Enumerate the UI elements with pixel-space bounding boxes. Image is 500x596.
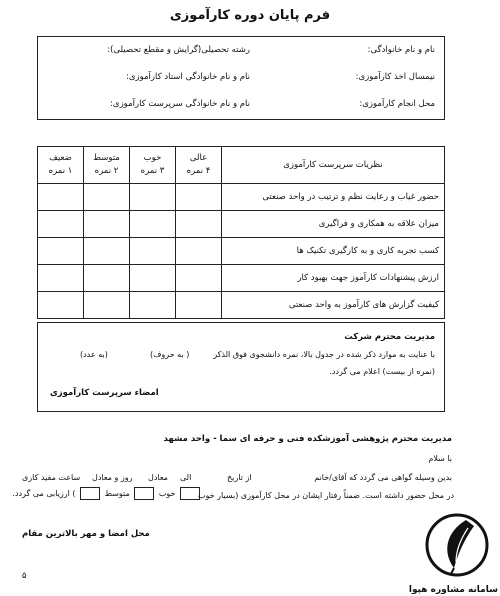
place-label: محل انجام کارآموزی:: [359, 99, 435, 109]
letter-body-1a: بدین وسیله گواهی می گردد که آقای/خانم: [314, 473, 452, 482]
column-excellent: [176, 147, 222, 184]
letter-body-1e: روز و معادل: [92, 473, 133, 482]
score-cell[interactable]: [84, 211, 130, 238]
score-cell[interactable]: [176, 265, 222, 292]
score-cell[interactable]: [38, 238, 84, 265]
letter-body-2-end: ) ارزیابی می گردد.: [12, 489, 76, 498]
option-good-label: خوب: [158, 489, 176, 498]
table-row: [38, 292, 445, 319]
score-cell[interactable]: [130, 184, 176, 211]
field-label: رشته تحصیلی(گرایش و مقطع تحصیلی):: [107, 45, 250, 55]
name-label: نام و نام خانوادگی:: [367, 45, 435, 55]
score-cell[interactable]: [130, 238, 176, 265]
company-line-2: (نمره از بیست) اعلام می گردد.: [329, 367, 435, 376]
checkbox-very-good[interactable]: [180, 487, 200, 500]
criterion-label: کیفیت گزارش های کارآموز به واحد صنعتی: [222, 292, 445, 319]
score-cell[interactable]: [176, 292, 222, 319]
criterion-label: ارزش پیشنهادات کارآموز جهت بهبود کار: [222, 265, 445, 292]
evaluation-table: [37, 146, 445, 319]
column-label: ضعیف: [49, 153, 72, 163]
form-title: فرم پایان دوره کارآموزی: [169, 8, 331, 23]
score-cell[interactable]: [176, 211, 222, 238]
score-cell[interactable]: [130, 211, 176, 238]
score-cell[interactable]: [38, 184, 84, 211]
company-heading: مدیریت محترم شرکت: [344, 332, 435, 342]
grade-in-letters: ( به حروف): [150, 350, 190, 359]
option-average-label: متوسط: [104, 489, 130, 498]
table-row: [38, 265, 445, 292]
score-cell[interactable]: [38, 265, 84, 292]
score-cell[interactable]: [38, 292, 84, 319]
criterion-label: کسب تجربه کاری و به کارگیری تکنیک ها: [222, 238, 445, 265]
checkbox-good[interactable]: [134, 487, 154, 500]
letter-body-1c: الی: [180, 473, 192, 482]
grade-in-digits: (به عدد): [80, 350, 108, 359]
letter-body-1f: ساعت مفید کاری: [22, 473, 81, 482]
criterion-label: میزان علاقه به همکاری و فراگیری: [222, 211, 445, 238]
score-cell[interactable]: [176, 238, 222, 265]
table-row: [38, 184, 445, 211]
criterion-label: حضور غیاب و رعایت نظم و ترتیب در واحد صنعتی: [222, 184, 445, 211]
letter-greeting: با سلام: [428, 454, 452, 463]
letter-heading: مدیریت محترم پژوهشی آموزشکده فنی و حرفه ای سما - واحد مشهد: [163, 434, 452, 444]
logo-text: سامانه مشاوره هپوا: [408, 585, 498, 595]
column-label: متوسط: [93, 153, 120, 163]
evaluation-header: [222, 147, 445, 184]
column-score: ۳ نمره: [140, 166, 165, 176]
table-row: [38, 211, 445, 238]
score-cell[interactable]: [84, 265, 130, 292]
column-weak: [38, 147, 84, 184]
score-cell[interactable]: [130, 265, 176, 292]
score-cell[interactable]: [84, 184, 130, 211]
column-average: [84, 147, 130, 184]
logo: [408, 510, 498, 595]
column-good: [130, 147, 176, 184]
column-score: ۱ نمره: [48, 166, 73, 176]
evaluation-header-text: نظریات سرپرست کارآموزی: [283, 160, 383, 170]
company-line-1: با عنایت به موارد ذکر شده در جدول بالا، نمره دانشجوی فوق الذکر: [213, 350, 435, 359]
column-label: عالی: [189, 153, 208, 163]
score-cell[interactable]: [84, 292, 130, 319]
evaluation-header-row: [38, 147, 445, 184]
letter-body-1b: از تاریخ: [227, 473, 252, 482]
official-signature-label: محل امضا و مهر بالاترین مقام: [22, 529, 150, 539]
checkbox-average[interactable]: [80, 487, 100, 500]
column-score: ۲ نمره: [94, 166, 119, 176]
score-cell[interactable]: [84, 238, 130, 265]
letter-body-1d: معادل: [148, 473, 168, 482]
score-cell[interactable]: [130, 292, 176, 319]
column-score: ۴ نمره: [186, 166, 211, 176]
supervisor-signature-label: امضاء سرپرست کارآموزی: [50, 388, 159, 398]
instructor-label: نام و نام خانوادگی استاد کارآموزی:: [125, 72, 250, 82]
column-label: خوب: [143, 153, 162, 163]
letter-body-2a: در محل حضور داشته است. ضمناً رفتار ایشان در محل کارآموزی (بسیار خوب: [197, 491, 454, 500]
score-cell[interactable]: [176, 184, 222, 211]
behavior-options: [12, 487, 202, 503]
score-cell[interactable]: [38, 211, 84, 238]
table-row: [38, 238, 445, 265]
quill-pen-icon: [416, 510, 498, 580]
supervisor-label: نام و نام خانوادگی سرپرست کارآموزی:: [110, 99, 250, 109]
page-number: ۵: [22, 571, 27, 581]
semester-label: نیمسال اخذ کارآموزی:: [355, 72, 435, 82]
